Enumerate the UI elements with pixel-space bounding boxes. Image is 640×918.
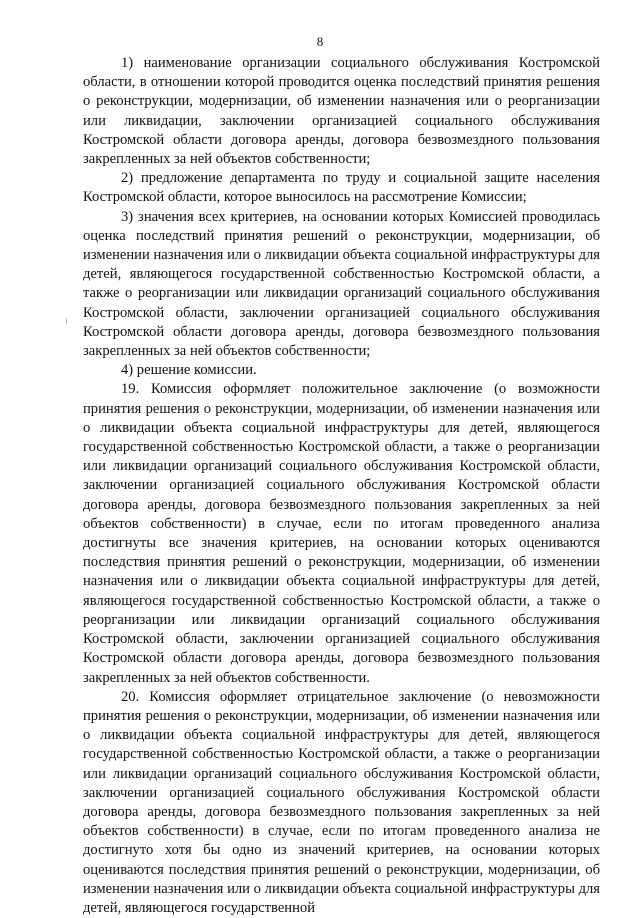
page-number: 8	[316, 34, 324, 49]
paragraph-item-3: 3) значения всех критериев, на основании которых Комиссией проводилась оценка последствий принятия решений о реконструкции, модернизации, об изменении назначения или о ликвидации объекта социальной инфраструктуры для детей, являющегося государственной собственностью Костромской области, а также о реорганизации или ликвидации организаций социального обслуживания Костромской области, заключении организацией социального обслуживания Костромской области договора аренды, договора безвозмездного пользования закрепленных за ней объектов собственности;	[83, 208, 600, 360]
paragraph-item-4: 4) решение комиссии.	[121, 362, 257, 379]
document-body	[83, 54, 600, 918]
paragraph-clause-19: 19. Комиссия оформляет положительное заключение (о возможности принятия решения о реконструкции, модернизации, об изменении назначения или о ликвидации объекта социальной инфраструктуры для детей, являющегося государственной собственностью Костромской области, а также о реорганизации или ликвидации организаций социального обслуживания Костромской области, заключении организацией социального обслуживания Костромской области договора аренды, договора безвозмездного пользования закрепленных за ней объектов собственности) в случае, если по итогам проведенного анализа достигнуты все значения критериев, на основании которых оцениваются последствия принятия решений о реконструкции, модернизации, об изменении назначения или о ликвидации объекта социальной инфраструктуры для детей, являющегося государственной собственностью Костромской области, а также о реорганизации или ликвидации организаций социального обслуживания Костромской области, заключении организацией социального обслуживания Костромской области договора аренды, договора безвозмездного пользования закрепленных за ней объектов собственности.	[83, 381, 600, 686]
paragraph-clause-20: 20. Комиссия оформляет отрицательное заключение (о невозможности принятия решения о реконструкции, модернизации, об изменении назначения или о ликвидации объекта социальной инфраструктуры для детей, являющегося государственной собственностью Костромской области, а также о реорганизации или ликвидации организаций социального обслуживания Костромской области, заключении организацией социального обслуживания Костромской области договора аренды, договора безвозмездного пользования закрепленных за ней объектов собственности) в случае, если по итогам проведенного анализа не достигнуто хотя бы одно из значений критериев, на основании которых оцениваются последствия принятия решений о реконструкции, модернизации, об изменении назначения или о ликвидации объекта социальной инфраструктуры для детей, являющегося государственной	[83, 688, 600, 916]
margin-mark	[66, 318, 67, 324]
paragraph-item-2: 2) предложение департамента по труду и социальной защите населения Костромской области, которое выносилось на рассмотрение Комиссии;	[83, 170, 600, 206]
paragraph-item-1: 1) наименование организации социального обслуживания Костромской области, в отношении которой проводится оценка последствий принятия решения о реконструкции, модернизации, об изменении назначения или о реорганизации или ликвидации, заключении организацией социального обслуживания Костромской области договора аренды, договора безвозмездного пользования закрепленных за ней объектов собственности;	[83, 55, 600, 168]
